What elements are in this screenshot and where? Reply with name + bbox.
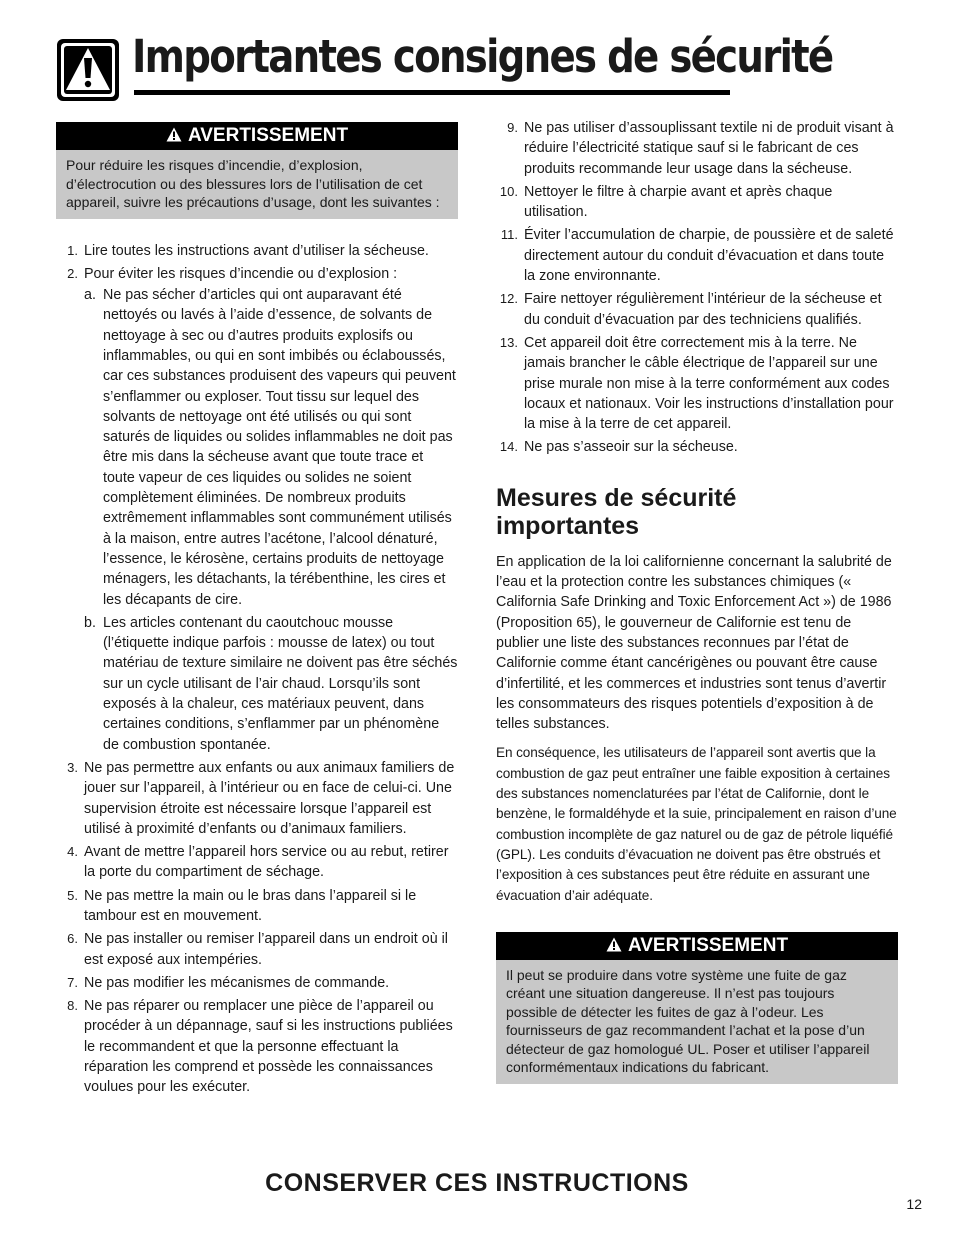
instruction-text: Ne pas s’asseoir sur la sécheuse. [524,439,738,456]
warning-triangle-icon [166,127,182,142]
instruction-number: 14. [499,439,518,455]
instruction-number: 9. [507,120,518,135]
title-rule [134,90,730,95]
instruction-text: Ne pas permettre aux enfants ou aux animaux familiers de jouer sur l’appareil, à l’intérieur ou en face de celui-ci. Une supervision étroite est nécessaire lorsque l’appareil est utilisé à proximité d’enfants ou d’animaux familiers. [84,759,455,837]
instruction-item [496,289,898,330]
instruction-number: 10. [499,183,518,199]
instruction-item [56,996,458,1097]
instruction-item [56,842,458,883]
instruction-number: 7. [67,974,78,990]
sub-item [84,285,458,610]
left-column [56,122,458,1101]
instruction-item [496,333,898,434]
instruction-number: 5. [67,887,78,903]
instruction-item [56,929,458,970]
warning-heading [496,932,898,960]
instruction-text: Lire toutes les instructions avant d’utiliser la sécheuse. [84,242,429,259]
page-header [56,28,833,100]
instruction-item [496,118,898,179]
instruction-text: Faire nettoyer régulièrement l’intérieur de la sécheuse et du conduit d’évacuation par des techniciens qualifiés. [524,291,882,328]
footer-title: CONSERVER CES INSTRUCTIONS [265,1169,689,1197]
instruction-item [496,225,898,286]
instruction-text: Pour éviter les risques d’incendie ou d’explosion : [84,265,398,282]
instruction-text: Ne pas installer ou remiser l’appareil dans un endroit où il est exposé aux intempéries. [84,931,448,968]
instruction-number: 1. [67,242,78,258]
warning-heading-label: AVERTISSEMENT [627,934,789,956]
instruction-item [56,973,458,993]
warning-triangle-icon [606,937,622,952]
warning-text: Il peut se produire dans votre système une fuite de gaz créant une situation dangereuse. Il n’est pas toujours possible de détecter les fuites de gaz à l’odeur. Les fournisseurs de gaz recommandent l’achat et la pose d’un détecteur de gaz homologué UL. Poser et utiliser l’appareil conformémentaux indications du fabricant. [506,966,870,1076]
exclamation-warning-icon [56,38,120,102]
instruction-item [496,437,898,457]
section-paragraph-1: En application de la loi californienne concernant la salubrité de l’eau et la protection contre les substances chimiques (« California Safe Drinking and Toxic Enforcement Act ») de 1986 (Proposition 65), le gouverneur de Californie est tenu de publier une liste des substances reconnues par l’état de Californie comme étant cancérigènes ou pouvant être cause d’infertilité, et les commerces et industries sont tenus d’avertir les consommateurs des risques potentiels d’exposition à de telles substances. [496,553,892,733]
warning-heading [56,122,458,150]
instruction-text: Ne pas mettre la main ou le bras dans l’appareil si le tambour est en mouvement. [84,887,417,924]
instruction-number: 12. [499,291,518,307]
instruction-list-right [496,118,898,458]
warning-text: Pour réduire les risques d’incendie, d’explosion, d’électrocution ou des blessures lors de l’utilisation de cet appareil, suivre les précautions d’usage, dont les suivantes : [66,157,440,210]
instruction-number: 2. [67,265,78,281]
instruction-text: Éviter l’accumulation de charpie, de poussière et de saleté directement autour du conduit d’évacuation et dans toute la zone environnante. [524,227,894,285]
instruction-text: Cet appareil doit être correctement mis à la terre. Ne jamais brancher le câble électrique de l’appareil sur une prise murale non mise à la terre conformément aux codes locaux et nationaux. Voir les instructions d’installation pour la mise à la terre de cet appareil. [524,334,894,433]
page-title: Importantes consignes de sécurité [132,30,833,83]
instruction-item [56,886,458,927]
sub-item-letter: a. [84,287,96,304]
page-number: 12 [906,1196,922,1212]
right-column [496,118,898,1084]
section-title: Mesures de sécurité importantes [496,483,737,540]
instruction-number: 4. [67,844,78,860]
warning-heading-label: AVERTISSEMENT [187,125,349,146]
section-paragraph-2: En conséquence, les utilisateurs de l’appareil sont avertis que la combustion de gaz peut entraîner une faible exposition à certaines des substances nomenclaturées par l’état de Californie, dont le benzène, le formaldéhyde et la suie, principalement en raison d’une combustion incomplète de gaz naturel ou de gaz de pétrole liquéfié (GPL). Les conduits d’évacuation ne doivent pas être obstrués et l’exposition à ces substances peut être réduite en assurant une évacuation d’air adéquate. [496,745,897,903]
instruction-text: Ne pas utiliser d’assouplissant textile ni de produit visant à réduire l’électricité statique sauf si le fabricant de ces produits recommande leur usage dans la sécheuse. [524,120,894,177]
sub-list [84,285,458,755]
warning-box-bottom [496,932,898,1084]
sub-item-text: Les articles contenant du caoutchouc mousse (l’étiquette indique parfois : mousse de latex) ou tout matériau de texture similaire ne doivent pas être séchés sur un cycle utilisant de l’air chaud. Lorsqu’ils sont exposés à la chaleur, ces matériaux peuvent, dans certaines conditions, s’enflammer par un phénomène de combustion spontanée. [103,614,458,753]
instruction-list-left [56,241,458,1098]
instruction-number: 3. [67,759,78,775]
instruction-text: Ne pas modifier les mécanismes de commande. [84,974,390,991]
instruction-item [56,264,458,755]
instruction-text: Ne pas réparer ou remplacer une pièce de l’appareil ou procéder à un dépannage, sauf si les instructions publiées le recommandent et que la personne effectuant la réparation les comprend et possède les connaissances voulues pour les exécuter. [84,998,453,1096]
instruction-item [56,758,458,839]
instruction-text: Nettoyer le filtre à charpie avant et après chaque utilisation. [524,183,833,221]
sub-item [84,613,458,755]
instruction-text: Avant de mettre l’appareil hors service ou au rebut, retirer la porte du compartiment de séchage. [84,844,449,881]
instruction-item [496,182,898,223]
instruction-item [56,241,458,261]
instruction-number: 6. [67,931,78,947]
warning-box-top [56,122,458,219]
instruction-number: 8. [67,998,78,1014]
instruction-number: 11. [500,227,518,243]
sub-item-letter: b. [84,614,96,631]
sub-item-text: Ne pas sécher d’articles qui ont auparavant été nettoyés ou lavés à l’aide d’essence, de solvants de nettoyage à sec ou d’autres produits explosifs ou inflammables, ou qui en sont imbibés ou éclaboussés, car ces substances produisent des vapeurs qui peuvent s’enflammer ou exploser. Tout tissu sur lequel des solvants de nettoyage ont été utilisés ou qui sont saturés de liquides ou solides inflammables ne doit pas être mis dans la sécheuse avant que toute trace et toute vapeur de ces liquides ou solides ne soient complètement éliminées. De nombreux produits extrêmement inflammables sont communément utilisés à la maison, entre autres l’acétone, l’alcool dénaturé, l’essence, le kérosène, certains produits de nettoyage ménagers, les détachants, la térébenthine, les cires et les décapants de cire. [103,287,456,608]
instruction-number: 13. [499,334,518,350]
